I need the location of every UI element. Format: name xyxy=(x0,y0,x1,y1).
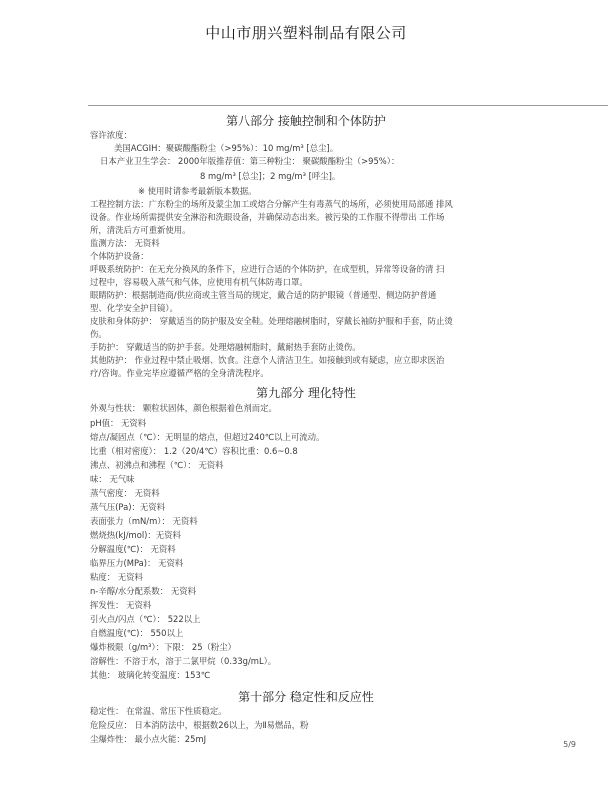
text-line: 外观与性状： 颗粒状固体，颜色根据着色剂而定。 xyxy=(90,403,277,413)
text-line: 爆炸极限（g/m³）：下限： 25（粉尘） xyxy=(90,642,237,652)
text-line: 过程中，容易吸入蒸气和气体，应使用有机气体防毒口罩。 xyxy=(90,277,308,287)
text-line: 手防护： 穿戴适当的防护手套。处理熔融树脂时，戴耐热手套防止烫伤。 xyxy=(90,342,361,352)
text-line: 个体防护设备： xyxy=(90,251,149,261)
section-9-title: 第九部分 理化特性 xyxy=(256,386,356,400)
section-8-title: 第八部分 接触控制和个体防护 xyxy=(226,114,386,128)
text-line: 溶解性：不溶于水，溶于二氯甲烷（0.33g/mL）。 xyxy=(90,656,277,666)
text-line: 燃烧热(kJ/mol)：无资料 xyxy=(90,530,181,540)
text-line: 味： 无气味 xyxy=(90,474,135,484)
text-line: 表面张力（mN/m）： 无资料 xyxy=(90,516,198,526)
text-line: 眼睛防护：根据制造商/供应商或主管当局的规定，戴合适的防护眼镜（普通型、侧边防护普通 xyxy=(90,290,437,300)
text-line: 蒸气密度： 无资料 xyxy=(90,488,160,498)
text-line: 粘度： 无资料 xyxy=(90,572,143,582)
text-line: 监测方法： 无资料 xyxy=(90,238,160,248)
text-line: 容许浓度： xyxy=(90,130,132,140)
text-line: 皮肤和身体防护： 穿戴适当的防护服及安全鞋。处理熔融树脂时，穿戴长袖防护服和手套，防止烫 xyxy=(90,316,453,326)
text-line: 沸点、初沸点和沸程（℃）： 无资料 xyxy=(90,460,224,470)
text-line: pH值： 无资料 xyxy=(90,418,147,428)
text-line: 设备。作业场所需提供安全淋浴和洗眼设备，并确保动态出来。被污染的工作服不得带出 工作场 xyxy=(90,212,445,222)
text-line: 挥发性： 无资料 xyxy=(90,600,152,610)
text-line: 日本产业卫生学会： 2000年版推荐值：第三种粉尘： 聚碳酸酯粉尘（>95%）： xyxy=(100,156,400,166)
text-line: 自燃温度(℃)： 550以上 xyxy=(90,628,184,638)
text-line: 蒸气压(Pa)：无资料 xyxy=(90,502,165,512)
text-line: 比重（相对密度）： 1.2（20/4℃）容积比重：0.6~0.8 xyxy=(90,446,298,456)
page-number: 5/9 xyxy=(563,740,576,749)
header-rule xyxy=(88,105,608,106)
text-line: 工程控制方法：广东粉尘的场所及蒙尘加工或熔合分解产生有毒蒸气的场所，必须使用局部通 排风 xyxy=(90,199,453,209)
text-line: 呼吸系统防护：在无充分换风的条件下，应进行合适的个体防护，在成型机，异常等设备的清 扫 xyxy=(90,264,445,274)
text-line: 其他： 玻璃化转变温度：153℃ xyxy=(90,670,211,680)
company-header: 中山市朋兴塑料制品有限公司 xyxy=(205,24,407,42)
text-line: 伤。 xyxy=(90,329,107,339)
text-line: 尘爆炸性： 最小点火能：25mJ xyxy=(90,734,207,744)
text-line: 疗/咨询。作业完毕应遵循严格的全身清洗程序。 xyxy=(90,368,269,378)
text-line: 引火点/闪点（℃）： 522以上 xyxy=(90,614,201,624)
text-line: 临界压力(MPa)： 无资料 xyxy=(90,558,184,568)
text-line: 分解温度(℃)： 无资料 xyxy=(90,544,176,554)
text-line: 危险反应： 日本消防法中，根据数26以上，为Ⅱ易燃品，粉 xyxy=(90,720,309,730)
text-line: 型、化学安全护目镜）。 xyxy=(90,303,178,313)
text-line: 稳定性： 在常温、常压下性质稳定。 xyxy=(90,706,227,716)
text-line: 其他防护： 作业过程中禁止吸烟、饮食。注意个人清洁卫生。如接触到或有疑虑，应立即求医治 xyxy=(90,355,445,365)
text-line: 美国ACGIH：聚碳酸酯粉尘（>95%）：10 mg/m³ [总尘]。 xyxy=(114,143,339,153)
text-line: n-辛醇/水分配系数： 无资料 xyxy=(90,586,196,596)
text-line: 8 mg/m³ [总尘]；2 mg/m³ [呼尘]。 xyxy=(200,171,341,181)
text-line: ※ 使用时请参考最新版本数据。 xyxy=(138,186,257,196)
section-10-title: 第十部分 稳定性和反应性 xyxy=(238,690,374,704)
text-line: 熔点/凝固点（℃）：无明显的熔点，但超过240℃以上可流动。 xyxy=(90,432,325,442)
text-line: 所，清洗后方可重新使用。 xyxy=(90,225,191,235)
